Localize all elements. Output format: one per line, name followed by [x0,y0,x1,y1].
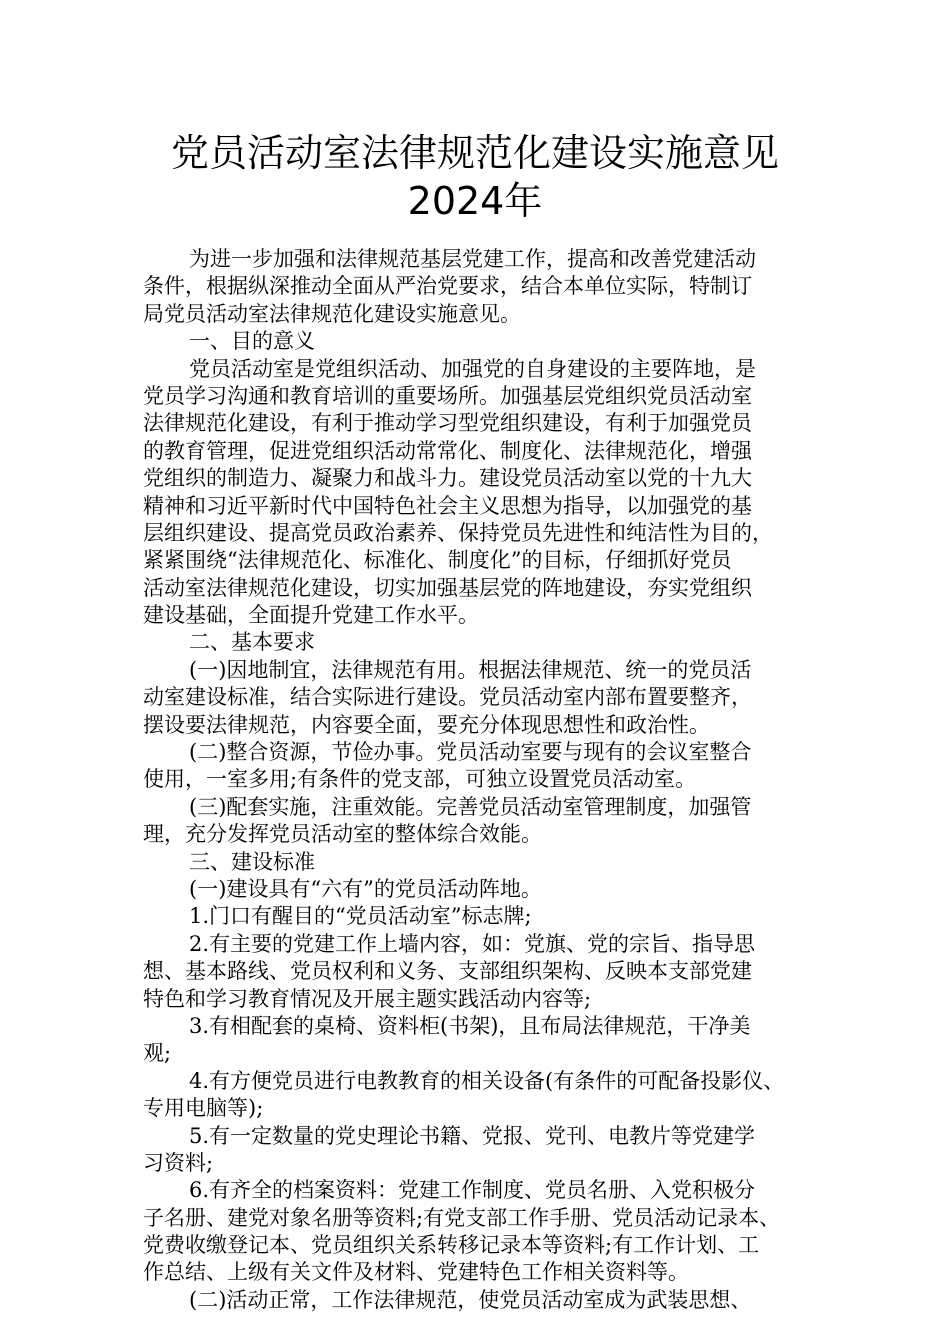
text-line: 条件，根据纵深推动全面从严治党要求，结合本单位实际，特制订 [143,274,752,299]
text-line: 6.有齐全的档案资料：党建工作制度、党员名册、入党积极分 [189,1178,756,1203]
text-line: (一)建设具有“六有”的党员活动阵地。 [189,876,542,901]
text-line: 二、基本要求 [189,630,315,655]
document-body [143,246,823,1314]
text-line: 观; [143,1041,172,1066]
text-line: 动室建设标准，结合实际进行建设。党员活动室内部布置要整齐， [143,685,752,710]
text-line: (三)配套实施，注重效能。完善党员活动室管理制度，加强管 [189,794,752,819]
text-line: 2.有主要的党建工作上墙内容，如：党旗、党的宗旨、指导思 [189,931,756,956]
text-line: (二)活动正常，工作法律规范，使党员活动室成为武装思想、 [189,1287,752,1312]
text-line: 摆设要法律规范，内容要全面，要充分体现思想性和政治性。 [143,712,710,737]
text-line: 特色和学习教育情况及开展主题实践活动内容等; [143,986,592,1011]
document-title-year: 2024年 [407,179,543,223]
document-title: 党员活动室法律规范化建设实施意见 [170,131,779,175]
text-line: 理，充分发挥党员活动室的整体综合效能。 [143,822,542,847]
text-line: 5.有一定数量的党史理论书籍、党报、党刊、电教片等党建学 [189,1123,756,1148]
text-line: 习资料; [143,1150,214,1175]
text-line: 党费收缴登记本、党员组织关系转移记录本等资料;有工作计划、工 [143,1233,760,1258]
text-line: 3.有相配套的桌椅、资料柜(书架)，且布局法律规范，干净美 [189,1013,751,1038]
text-line: 党组织的制造力、凝聚力和战斗力。建设党员活动室以党的十九大 [143,466,752,491]
text-line: 4.有方便党员进行电教教育的相关设备(有条件的可配备投影仪、 [189,1068,785,1093]
text-line: (二)整合资源，节俭办事。党员活动室要与现有的会议室整合 [189,740,752,765]
text-line: 党员学习沟通和教育培训的重要场所。加强基层党组织党员活动室 [143,383,752,408]
text-line: 三、建设标准 [189,849,315,874]
text-line: 为进一步加强和法律规范基层党建工作，提高和改善党建活动 [189,247,756,271]
text-line: 专用电脑等); [143,1096,264,1121]
text-line: 法律规范化建设，有利于推动学习型党组织建设，有利于加强党员 [143,411,752,436]
text-line: 作总结、上级有关文件及材料、党建特色工作相关资料等。 [143,1260,689,1285]
text-line: 党员活动室是党组织活动、加强党的自身建设的主要阵地，是 [189,356,756,381]
text-line: 紧紧围绕“法律规范化、标准化、制度化”的目标，仔细抓好党员 [143,548,732,573]
text-line: 局党员活动室法律规范化建设实施意见。 [143,301,521,326]
text-line: 子名册、建党对象名册等资料;有党支部工作手册、党员活动记录本、 [143,1205,781,1230]
text-line: 想、基本路线、党员权利和义务、支部组织架构、反映本支部党建 [143,959,752,984]
text-line: (一)因地制宜，法律规范有用。根据法律规范、统一的党员活 [189,657,752,682]
text-line: 层组织建设、提高党员政治素养、保持党员先进性和纯洁性为目的， [143,520,773,545]
text-line: 使用，一室多用;有条件的党支部，可独立设置党员活动室。 [143,767,697,792]
text-line: 建设基础，全面提升党建工作水平。 [143,603,479,628]
text-line: 的教育管理，促进党组织活动常常化、制度化、法律规范化，增强 [143,438,752,463]
text-line: 精神和习近平新时代中国特色社会主义思想为指导，以加强党的基 [143,493,752,518]
text-line: 活动室法律规范化建设，切实加强基层党的阵地建设，夯实党组织 [143,575,752,600]
text-line: 1.门口有醒目的“党员活动室”标志牌; [189,904,532,929]
text-line: 一、目的意义 [189,329,315,354]
